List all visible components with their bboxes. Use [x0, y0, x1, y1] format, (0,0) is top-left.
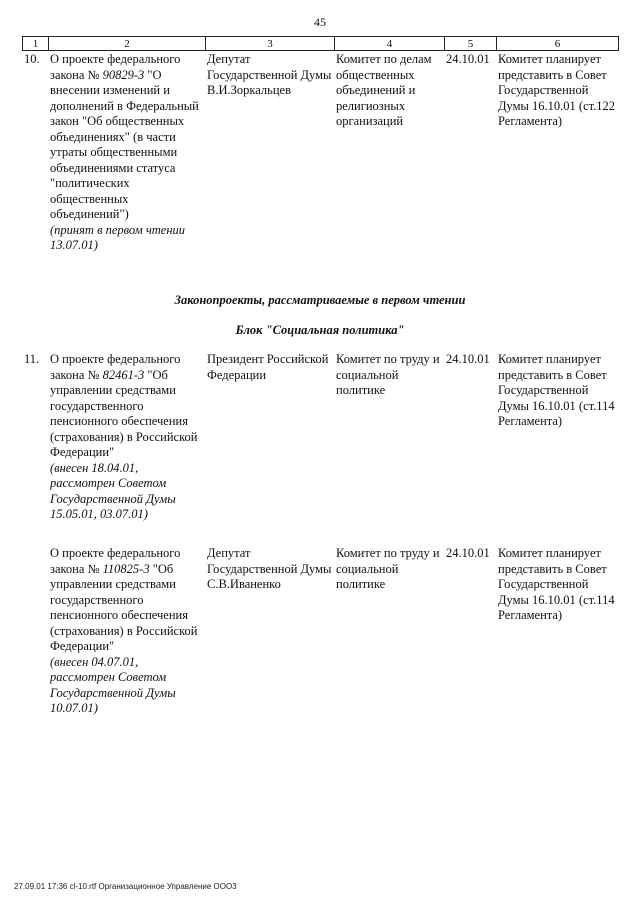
- column-header-3: 3: [206, 37, 335, 51]
- page-footer: 27.09.01 17:36 cl-10.rtf Организационное Управление ООО3: [14, 882, 237, 891]
- section-title: Законопроекты, рассматриваемые в первом чтении: [174, 293, 466, 307]
- bill-description: [50, 546, 202, 717]
- column-header-6: 6: [497, 37, 619, 51]
- bill-title-prefix: О проекте федерального закона №: [50, 352, 181, 382]
- committee-plan: Комитет планирует представить в Совет Государственной Думы 16.10.01 (ст.114 Регламента): [498, 546, 615, 622]
- bill-initiator: Президент Российской Федерации: [207, 352, 329, 382]
- bill-note: (внесен 04.07.01, рассмотрен Советом Государственной Думы 10.07.01): [50, 654, 176, 715]
- column-header-table: [22, 36, 619, 51]
- responsible-committee: Комитет по труду и социальной политике: [336, 546, 440, 591]
- column-header-4: 4: [335, 37, 445, 51]
- bill-description: [50, 52, 202, 254]
- bill-title: "Об управлении средствами государственного пенсионного обеспечения (страхования) в Российской Федерации": [50, 561, 198, 653]
- bill-description: [50, 352, 202, 523]
- review-date: 24.10.01: [446, 546, 490, 560]
- committee-plan: Комитет планирует представить в Совет Государственной Думы 16.10.01 (ст.122 Регламента): [498, 52, 616, 128]
- responsible-committee: Комитет по труду и социальной политике: [336, 352, 440, 397]
- bill-initiator: Депутат Государственной Думы С.В.Иваненко: [207, 546, 332, 591]
- column-header-5: 5: [445, 37, 497, 51]
- bill-title-prefix: О проекте федерального закона №: [50, 546, 181, 576]
- bill-note: (внесен 18.04.01, рассмотрен Советом Государственной Думы 15.05.01, 03.07.01): [50, 460, 176, 521]
- bill-note: (принят в первом чтении 13.07.01): [50, 222, 186, 252]
- bill-number: 82461-3: [102, 367, 145, 382]
- block-title: Блок "Социальная политика": [235, 323, 405, 337]
- review-date: 24.10.01: [446, 352, 490, 366]
- column-header-1: 1: [23, 37, 49, 51]
- bill-title: "О внесении изменений и дополнений в Федеральный закон "Об общественных объединениях" (в части утраты общественными объединениями статуса "политических общественных объединений"): [50, 67, 199, 221]
- row-number: 10.: [24, 52, 40, 66]
- bill-number: 110825-3: [102, 561, 150, 576]
- bill-title-prefix: О проекте федерального закона №: [50, 52, 181, 82]
- bill-initiator: Депутат Государственной Думы В.И.Зоркальцев: [207, 52, 332, 97]
- responsible-committee: Комитет по делам общественных объединений и религиозных организаций: [336, 52, 432, 128]
- page-number: 45: [314, 15, 326, 29]
- bill-number: 90829-3: [102, 67, 145, 82]
- bill-title: "Об управлении средствами государственного пенсионного обеспечения (страхования) в Российской Федерации": [50, 367, 198, 459]
- row-number: 11.: [24, 352, 40, 366]
- review-date: 24.10.01: [446, 52, 490, 66]
- column-header-2: 2: [49, 37, 206, 51]
- column-header-row: [23, 37, 619, 51]
- committee-plan: Комитет планирует представить в Совет Государственной Думы 16.10.01 (ст.114 Регламента): [498, 352, 615, 428]
